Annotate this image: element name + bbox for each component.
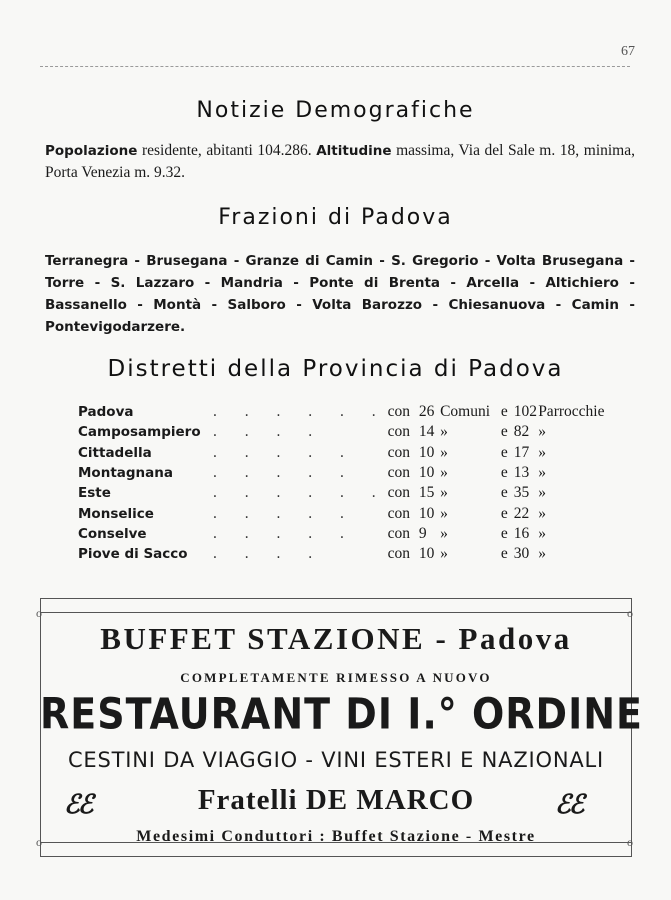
district-con: con	[387, 545, 411, 563]
district-e: e	[500, 403, 508, 421]
district-comuni-word: »	[440, 484, 448, 502]
district-e: e	[500, 504, 508, 522]
district-comuni-count: 26	[418, 403, 435, 421]
frazione-name: Montà	[153, 297, 202, 313]
advert-cestini: CESTINI DA VIAGGIO - VINI ESTERI E NAZIONALI	[67, 748, 605, 772]
frazione-name: S. Gregorio	[391, 253, 479, 269]
advert-restaurant: RESTAURANT DI I.° ORDINE	[40, 689, 643, 739]
altitudine-label: Altitudine	[316, 143, 392, 159]
frazione-name: Camin	[571, 297, 619, 313]
district-con: con	[387, 504, 411, 522]
advert-subtitle: COMPLETAMENTE RIMESSO A NUOVO	[180, 670, 492, 685]
district-parrocchie-word: »	[538, 504, 546, 522]
distretti-title: Distretti della Provincia di Padova	[107, 356, 564, 382]
district-comuni-count: 15	[418, 484, 435, 502]
district-comuni-count: 10	[418, 443, 435, 461]
frazione-name: Brusegana	[146, 253, 228, 269]
leader-dots: . . . .	[213, 423, 325, 441]
page-number: 67	[621, 44, 635, 59]
district-row	[78, 463, 608, 483]
frazioni-list: Terranegra - Brusegana - Granze di Camin - S. Gregorio - Volta Brusegana - Torre - S. Lazzaro - Mandria - Ponte di Brenta - Arcella - Altichiero - Bassanello - Montà - Salboro - Volta Barozzo - Chiesanuova - Camin - Pontevigodarzere.	[45, 253, 635, 335]
advert-buffet-heading: BUFFET STAZIONE - Padova	[100, 621, 572, 656]
frazione-name: Terranegra	[45, 253, 129, 269]
leader-dots: . . . .	[213, 545, 325, 563]
leader-dots: . . . . .	[213, 504, 356, 522]
frazione-name: Chiesanuova	[448, 297, 546, 313]
advert-fratelli: Fratelli DE MARCO	[197, 784, 475, 816]
district-comuni-word: »	[440, 524, 448, 542]
frazione-name: Volta Brusegana	[496, 253, 624, 269]
district-comuni-word: »	[440, 423, 448, 441]
district-row	[78, 544, 608, 564]
district-parrocchie-count: 30	[513, 545, 530, 563]
district-row	[78, 524, 608, 544]
frazione-name: Volta Barozzo	[312, 297, 423, 313]
altitudine-text: massima, Via del Sale m. 18, minima, Porta Venezia m. 9.32.	[45, 142, 635, 181]
district-parrocchie-word: »	[538, 545, 546, 563]
district-name: Este	[78, 485, 111, 502]
district-parrocchie-count: 13	[513, 464, 530, 482]
district-row	[78, 443, 608, 463]
district-parrocchie-count: 35	[513, 484, 530, 502]
district-con: con	[387, 464, 411, 482]
district-name: Camposampiero	[78, 424, 201, 441]
district-parrocchie-word: »	[538, 443, 546, 461]
district-comuni-word: »	[440, 464, 448, 482]
district-comuni-word: »	[440, 545, 448, 563]
district-row	[78, 422, 608, 442]
district-name: Montagnana	[78, 465, 173, 482]
district-comuni-word: Comuni	[440, 403, 491, 421]
leaf-ornament-right-icon: ℰℰ	[555, 790, 583, 819]
district-comuni-word: »	[440, 443, 448, 461]
district-e: e	[500, 524, 508, 542]
leader-dots: . . . . . .	[213, 403, 388, 421]
header-rule	[40, 66, 630, 67]
district-e: e	[500, 484, 508, 502]
frazione-name: S. Lazzaro	[110, 275, 195, 291]
district-name: Monselice	[78, 505, 154, 522]
demografiche-paragraph	[45, 140, 635, 183]
advert-frame: o o o o	[40, 598, 632, 856]
frazione-name: Granze di Camin	[245, 253, 374, 269]
district-name: Conselve	[78, 525, 147, 542]
leader-dots: . . . . .	[213, 524, 356, 542]
district-parrocchie-word: Parrocchie	[538, 403, 605, 421]
district-comuni-word: »	[440, 504, 448, 522]
district-comuni-count: 14	[418, 423, 435, 441]
district-parrocchie-count: 102	[513, 403, 537, 421]
district-parrocchie-count: 17	[513, 443, 530, 461]
popolazione-text: residente, abitanti 104.286.	[137, 142, 312, 159]
district-parrocchie-count: 22	[513, 504, 530, 522]
frazione-name: Torre	[45, 275, 85, 291]
leader-dots: . . . . . .	[213, 484, 388, 502]
frazione-name: Pontevigodarzere.	[45, 319, 186, 335]
district-parrocchie-word: »	[538, 524, 546, 542]
district-name: Piove di Sacco	[78, 546, 188, 563]
demografiche-title: Notizie Demografiche	[196, 98, 475, 123]
district-comuni-count: 10	[418, 504, 435, 522]
district-parrocchie-word: »	[538, 484, 546, 502]
district-con: con	[387, 484, 411, 502]
district-name: Cittadella	[78, 444, 152, 461]
district-row	[78, 503, 608, 523]
frazione-name: Salboro	[227, 297, 286, 313]
leaf-ornament-left-icon: ℰℰ	[64, 790, 92, 819]
district-con: con	[387, 423, 411, 441]
district-e: e	[500, 464, 508, 482]
district-row	[78, 483, 608, 503]
frazione-name: Mandria	[220, 275, 283, 291]
popolazione-label: Popolazione	[45, 143, 138, 159]
district-comuni-count: 10	[418, 464, 435, 482]
district-e: e	[500, 423, 508, 441]
district-con: con	[387, 443, 411, 461]
district-parrocchie-count: 16	[513, 524, 530, 542]
leader-dots: . . . . .	[213, 464, 356, 482]
district-con: con	[387, 524, 411, 542]
district-comuni-count: 9	[418, 524, 427, 542]
district-parrocchie-word: »	[538, 423, 546, 441]
frazione-name: Altichiero	[545, 275, 619, 291]
district-parrocchie-word: »	[538, 464, 546, 482]
frazioni-title: Frazioni di Padova	[218, 205, 453, 230]
district-e: e	[500, 545, 508, 563]
district-comuni-count: 10	[418, 545, 435, 563]
frazione-name: Arcella	[466, 275, 520, 291]
advert-medesimi: Medesimi Conduttori : Buffet Stazione - Mestre	[136, 828, 536, 845]
frazione-name: Ponte di Brenta	[309, 275, 441, 291]
district-row	[78, 402, 608, 422]
distretti-table	[78, 402, 608, 564]
frazione-name: Bassanello	[45, 297, 127, 313]
district-con: con	[387, 403, 411, 421]
district-name: Padova	[78, 404, 134, 421]
district-e: e	[500, 443, 508, 461]
leader-dots: . . . . .	[213, 443, 356, 461]
district-parrocchie-count: 82	[513, 423, 530, 441]
